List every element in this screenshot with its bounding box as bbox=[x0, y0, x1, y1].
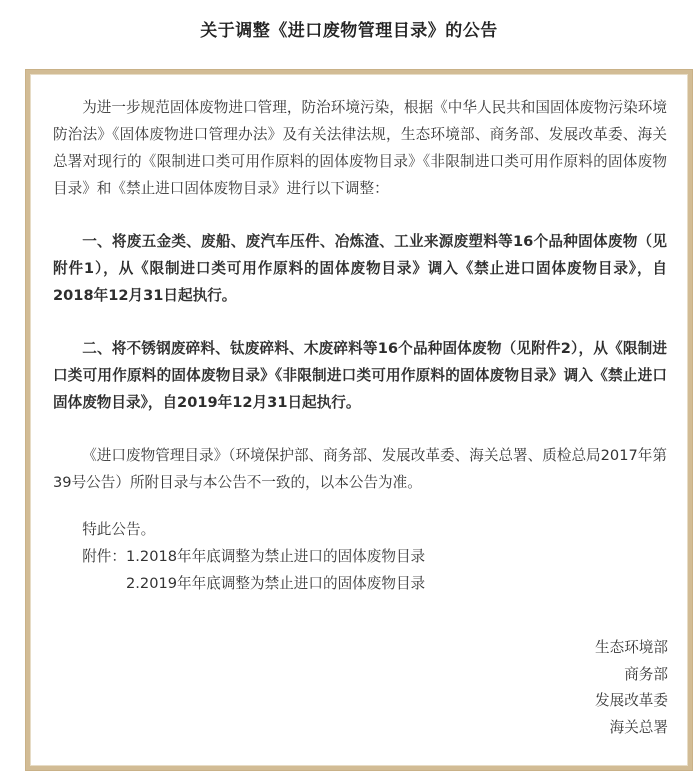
adjustment-item-1: 一、将废五金类、废船、废汽车压件、冶炼渣、工业来源废塑料等16个品种固体废物（见附件1），从《限制进口类可用作原料的固体废物目录》调入《禁止进口固体废物目录》，自2018年12月31日起执行。 bbox=[53, 233, 667, 304]
attachments bbox=[53, 543, 667, 597]
signer-mee: 生态环境部 bbox=[595, 639, 668, 656]
attachments-label: 附件： bbox=[82, 548, 126, 565]
closing-line: 特此公告。 bbox=[82, 521, 156, 538]
signer-customs: 海关总署 bbox=[609, 718, 668, 736]
attachment-item-1: 1.2018年年底调整为禁止进口的固体废物目录 bbox=[125, 548, 426, 565]
announcement-body bbox=[53, 94, 667, 597]
signers bbox=[595, 635, 668, 741]
signer-ndrc: 发展改革委 bbox=[595, 692, 668, 709]
page-title: 关于调整《进口废物管理目录》的公告 bbox=[200, 21, 498, 41]
attachment-item-2: 2.2019年年底调整为禁止进口的固体废物目录 bbox=[125, 575, 426, 592]
intro-paragraph: 为进一步规范固体废物进口管理，防治环境污染，根据《中华人民共和国固体废物污染环境防治法》《固体废物进口管理办法》及有关法律法规，生态环境部、商务部、发展改革委、海关总署对现行的《限制进口类可用作原料的固体废物目录》《非限制进口类可用作原料的固体废物目录》和《禁止进口固体废物目录》进行以下调整： bbox=[53, 99, 667, 197]
adjustment-item-2: 二、将不锈钢废碎料、钛废碎料、木废碎料等16个品种固体废物（见附件2），从《限制进口类可用作原料的固体废物目录》《非限制进口类可用作原料的固体废物目录》调入《禁止进口固体废物目录》，自2019年12月31日起执行。 bbox=[53, 340, 667, 411]
signer-mofcom: 商务部 bbox=[624, 665, 668, 683]
note-paragraph: 《进口废物管理目录》（环境保护部、商务部、发展改革委、海关总署、质检总局2017年第39号公告）所附目录与本公告不一致的，以本公告为准。 bbox=[53, 447, 667, 491]
